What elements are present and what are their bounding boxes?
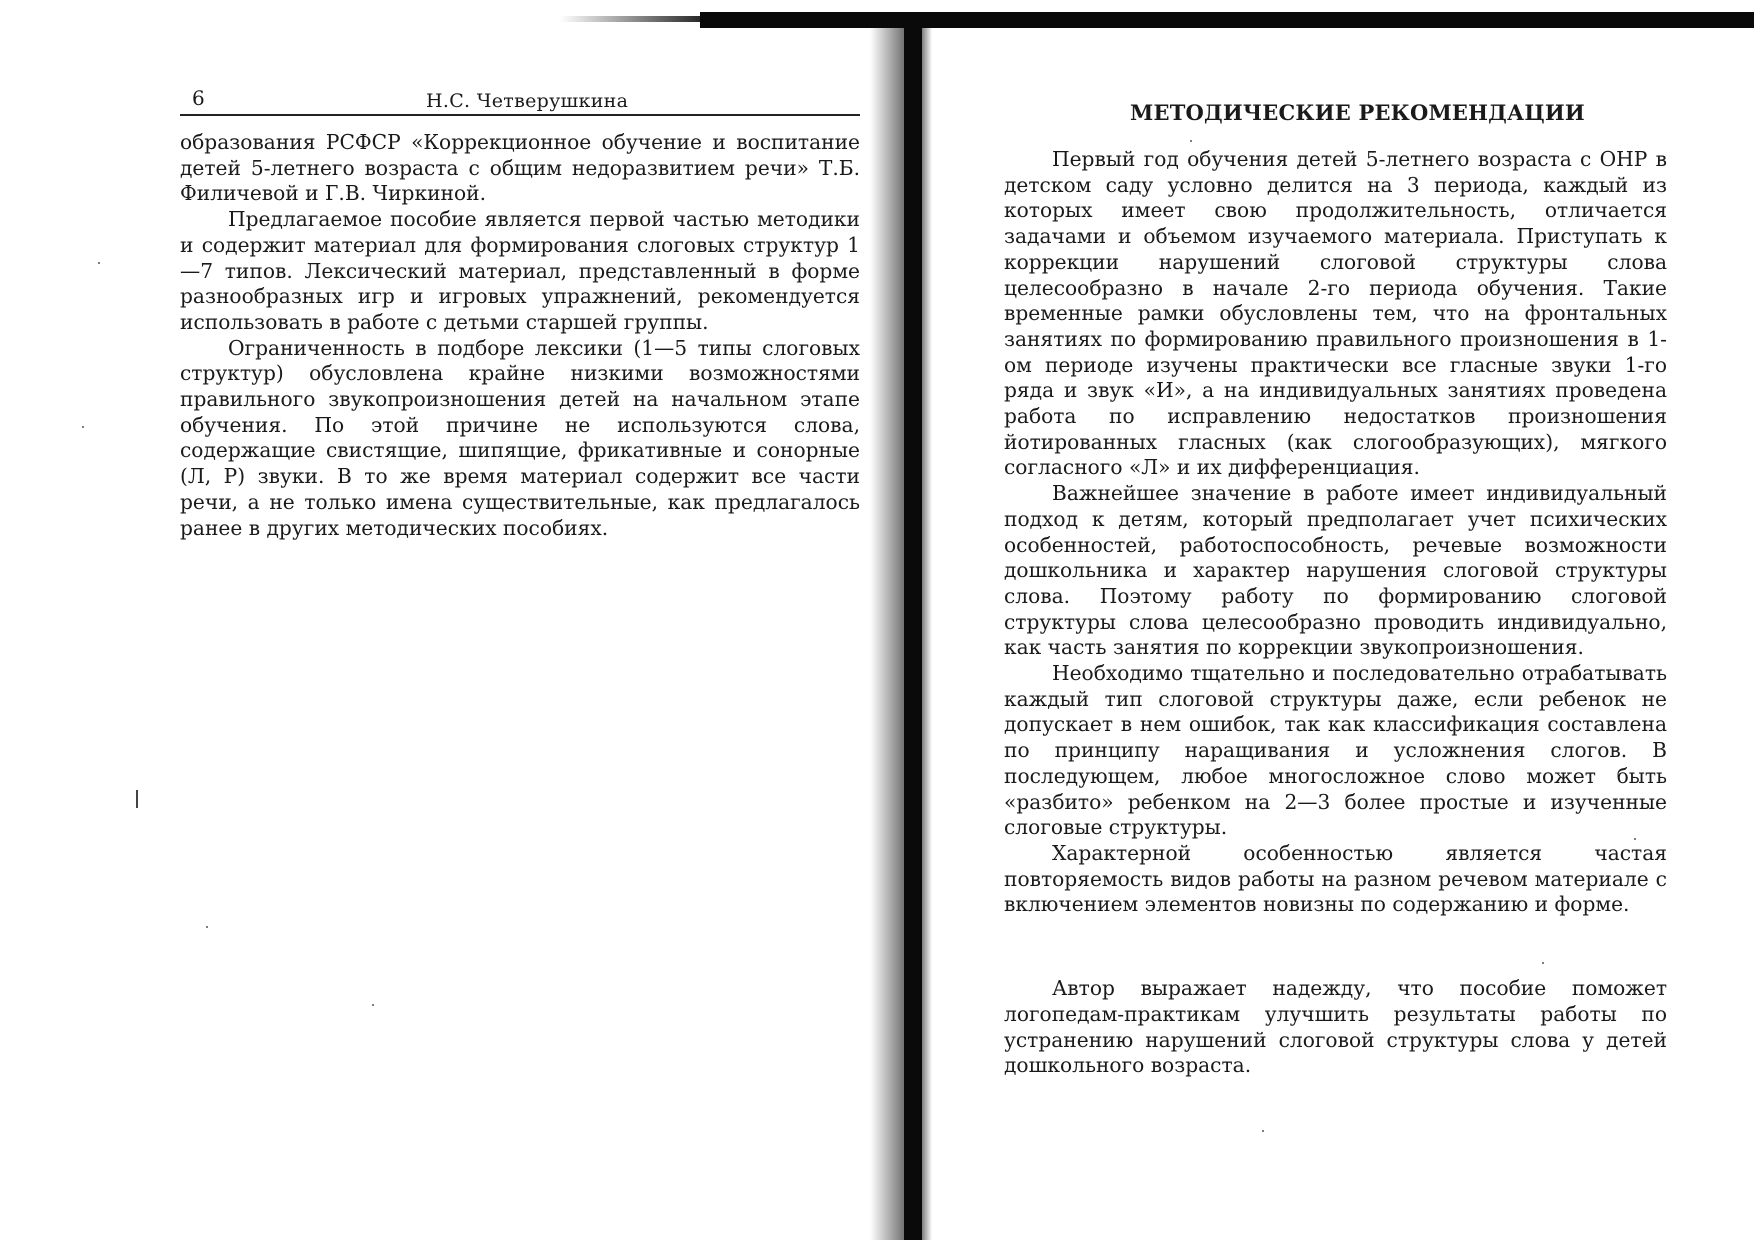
paragraph: Важнейшее значение в работе имеет индивидуальный подход к детям, который предполагает учет психических особенностей, работоспособность, речевые возможности дошкольника и характер нарушения слоговой структуры слова. Поэтому работу по формированию слоговой структуры слова целесообразно проводить индивидуально, как часть занятия по коррекции звукопроизношения. [1004, 481, 1667, 660]
scan-speck [372, 1004, 374, 1006]
page-number: 6 [192, 86, 205, 110]
paragraph: Характерной особенностью является частая повторяемость видов работы на разном речевом материале с включением элементов новизны по содержанию и форме. [1004, 840, 1667, 917]
left-page [180, 86, 860, 541]
scan-top-edge-fade [560, 16, 720, 22]
closing-paragraph: Автор выражает надежду, что пособие поможет логопедам-практикам улучшить результаты работы по устранению нарушений слоговой структуры слова у детей дошкольного возраста. [1004, 976, 1667, 1078]
book-spine [904, 28, 922, 1240]
left-page-body [180, 130, 860, 541]
paragraph: Предлагаемое пособие является первой частью методики и содержит материал для формирования слоговых структур 1—7 типов. Лексический материал, представленный в форме разнообразных игр и игровых упражнений, рекомендуется использовать в работе с детьми старшей группы. [180, 207, 860, 334]
scan-speck [82, 426, 84, 428]
section-title: МЕТОДИЧЕСКИЕ РЕКОМЕНДАЦИИ [1130, 100, 1585, 125]
spine-edge-shadow [922, 28, 932, 1240]
right-page-body [1004, 147, 1667, 918]
paragraph-continued: образования РСФСР «Коррекционное обучение и воспитание детей 5-летнего возраста с общим недоразвитием речи» Т.Б. Филичевой и Г.В. Чиркиной. [180, 130, 860, 206]
paragraph: Первый год обучения детей 5-летнего возраста с ОНР в детском саду условно делится на 3 периода, каждый из которых имеет свою продолжительность, отличается задачами и объемом изучаемого материала. Приступать к коррекции нарушений слоговой структуры слова целесообразно в начале 2-го периода обучения. Такие временные рамки обусловлены тем, что на фронтальных занятиях по формированию правильного произношения в 1-ом периоде изучены практически все гласные звуки 1-го ряда и звук «И», а на индивидуальных занятиях проведена работа по исправлению недостатков произношения йотированных гласных (как слогообразующих), мягкого согласного «Л» и их дифференциация. [1004, 147, 1667, 480]
running-head-author: Н.С. Четверушкина [426, 90, 629, 112]
spine-shadow [870, 28, 904, 1240]
scan-speck [1262, 1130, 1264, 1132]
running-head [180, 86, 860, 116]
scan-mark [136, 790, 138, 808]
right-page [1004, 100, 1667, 1079]
paragraph: Ограниченность в подборе лексики (1—5 типы слоговых структур) обусловлена крайне низкими возможностями правильного звукопроизношения детей на начальном этапе обучения. По этой причине не используются слова, содержащие свистящие, шипящие, фрикативные и сонорные (Л, Р) звуки. В то же время материал содержит все части речи, а не только имена существительные, как предлагалось ранее в других методических пособиях. [180, 335, 860, 540]
scan-speck [206, 926, 208, 928]
scan-speck [98, 262, 100, 264]
closing-note [1004, 976, 1667, 1079]
paragraph: Необходимо тщательно и последовательно отрабатывать каждый тип слоговой структуры даже, если ребенок не допускает в нем ошибок, так как классификация составлена по принципу наращивания и усложнения слогов. В последующем, любое многосложное слово может быть «разбито» ребенком на 2—3 более простые и изученные слоговые структуры. [1004, 661, 1667, 840]
scan-top-edge [700, 12, 1754, 28]
